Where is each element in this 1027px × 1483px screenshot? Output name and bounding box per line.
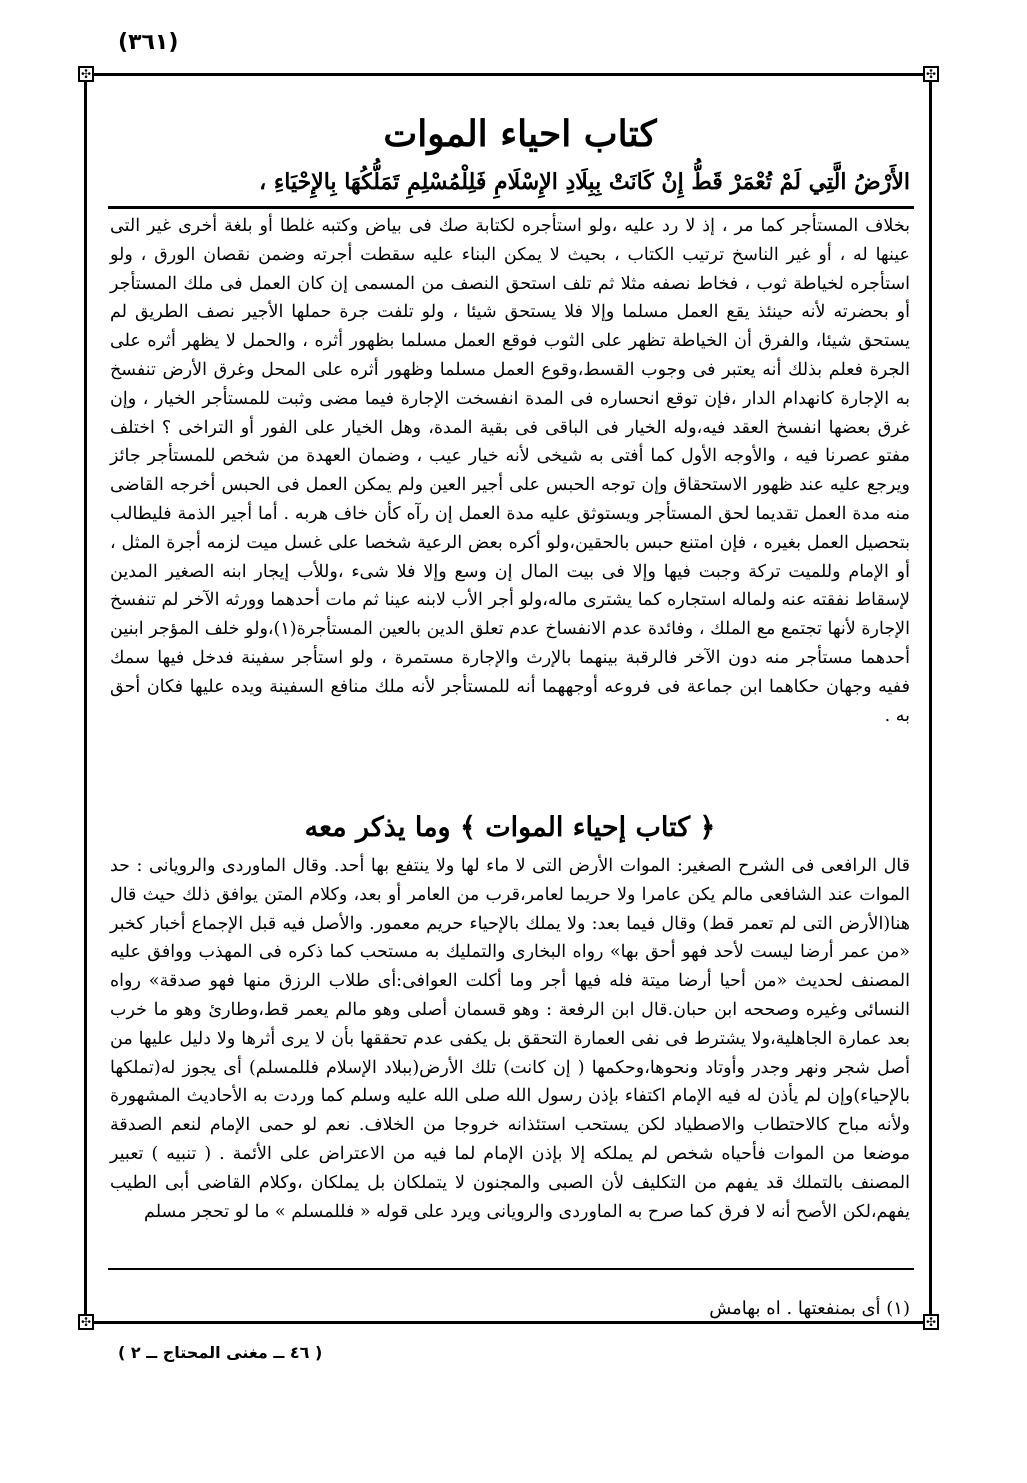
commentary-paragraph-one: بخلاف المستأجر كما مر ، إذ لا رد عليه ،ولو استأجره لكتابة صك فى بياض وكتبه غلطا أو بلغة أخرى غير التى عينها له ، أو غير الناسخ ترتيب الكتاب ، بحيث لا يمكن البناء عليه سقطت أجرته وضمن نقصان الورق ، ولو استأجره لخياطة ثوب ، فخاط نصفه مثلا ثم تلف استحق النصف من المسمى إن كان العمل فى ملك المستأجر أو بحضرته لأنه حينئذ يقع العمل مسلما وإلا فلا يستحق شيئا ، ولو تلفت جرة حملها الأجير نصف الطريق لم يستحق شيئا، والفرق أن الخياطة تظهر على الثوب فوقع العمل مسلما بظهور أثره ، والحمل لا يظهر أثره على الجرة فعلم بذلك أنه يعتبر فى وجوب القسط،وقوع العمل مسلما وظهور أثره على المحل وغرق الأرض تنفسخ به الإجارة كانهدام الدار ،فإن توقع انحساره فى المدة انفسخت الإجارة فيما مضى وثبت للمستأجر الخيار ، وإن غرق بعضها انفسخ العقد فيه،وله الخيار فى الباقى فى بقية المدة، وهل الخيار على الفور أو التراخى ؟ اختلف مفتو عصرنا فيه ، والأوجه الأول كما أفتى به شيخى لأنه خيار عيب ، وضمان العهدة من شخص للمستأجر جائز ويرجع عليه عند ظهور الاستحقاق وإن توجه الحبس على أجير العين ولم يمكن العمل فى الحبس أخرجه القاضى منه مدة العمل تقديما لحق المستأجر ويستوثق عليه مدة العمل إن رآه كأن خاف هربه . أما أجير الذمة فليطالب بتحصيل العمل بغيره ، فإن امتنع حبس بالحقين،ولو أكره بعض الرعية شخصا على غسل ميت لزمه أجرة المثل ، أو الإمام وللميت تركة وجبت فيها وإلا فى بيت المال إن وسع وإلا فلا شىء ،وللأب إيجار ابنه الصغير المدين لإسقاط نفقته عنه ولماله استجاره كما يشترى ماله،ولو أجر الأب لابنه عينا ثم مات أحدهما وورثه الآخر لم تنفسخ الإجارة لأنها تجتمع مع الملك ، وفائدة عدم الانفساخ عدم تعلق الدين بالعين المستأجرة(١)،ولو خلف المؤجر ابنين أحدهما مستأجر منه دون الآخر فالرقبة بينهما بالإرث والإجارة مستمرة ، ولو استأجر سفينة فدخل فيها سمك ففيه وجهان حكاهما ابن جماعة فى فروعه أوجههما أنه للمستأجر لأنه ملك منافع السفينة ويده عليها فكان أحق به . [110, 216, 910, 726]
commentary-paragraph-two: قال الرافعى فى الشرح الصغير: الموات الأرض التى لا ماء لها ولا ينتفع بها أحد. وقال الماوردى والرويانى : حد الموات عند الشافعى مالم يكن عامرا ولا حريما لعامر،قرب من العامر أو بعد، وكلام المتن يوافق ذلك حيث قال هنا(الأرض التى لم تعمر قط) وقال فيما بعد: ولا يملك بالإحياء حريم معمور. والأصل فيه قبل الإجماع أخبار كخبر «من عمر أرضا ليست لأحد فهو أحق بها» رواه البخارى والتمليك به مستحب كما ذكره فى المهذب ووافق عليه المصنف لحديث «من أحيا أرضا ميتة فله فيها أجر وما أكلت العوافى:أى طلاب الرزق منها فهو صدقة» رواه النسائى وغيره وصححه ابن حبان.قال ابن الرفعة : وهو قسمان أصلى وهو مالم يعمر قط،وطارئ وهو ما خرب بعد عمارة الجاهلية،ولا يشترط فى نفى العمارة التحقق بل يكفى عدم تحققها بأن لا يرى أثرها ولا دليل عليها من أصل شجر ونهر وجدر وأوتاد ونحوها،وحكمها ( إن كانت) تلك الأرض(ببلاد الإسلام فللمسلم) أى يجوز له(تملكها بالإحياء)وإن لم يأذن له فيه الإمام اكتفاء بإذن رسول الله صلى الله عليه وسلم كما وردت به الأحاديث المشهورة ولأنه مباح كالاحتطاب والاصطياد لكن يستحب استئذانه خروجا من الخلاف. نعم لو حمى الإمام لنعم الصدقة موضعا من الموات فأحياه شخص لم يملكه إلا بإذن الإمام لما فيه من الاعتراض على الأئمة . ( تنبيه ) تعبير المصنف بالتملك قد يفهم من التكليف لأن الصبى والمجنون لا يتملكان بل يملكان ،وكلام القاضى أبى الطيب يفهم،لكن الأصح أنه لا فرق كما صرح به الماوردى والرويانى ويرد على قوله « فللمسلم » ما لو تحجر مسلم [110, 856, 910, 1222]
matn-text: الأَرْضُ الَّتِي لَمْ تُعْمَرْ قَطُّ إِنْ كَانَتْ بِبِلَادِ الإِسْلَامِ فَلِلْمُسْلِمِ تَمَلُّكُهَا بِالإِحْيَاءِ ، [259, 169, 910, 195]
divider-top [108, 206, 914, 209]
frame-left-line [84, 73, 87, 1323]
frame-corner-ornament-bottom-left [78, 1314, 94, 1330]
frame-corner-ornament-bottom-right [923, 1314, 939, 1330]
chapter-heading: ﴿ كتاب إحياء الموات ﴾ وما يذكر معه [304, 812, 716, 843]
printer-signature: ( ٤٦ ــ مغنى المحتاج ــ ٢ ) [118, 1343, 323, 1362]
frame-corner-ornament-top-right [923, 66, 939, 82]
book-title: كتاب احياء الموات [383, 113, 657, 155]
divider-footnote [108, 1268, 914, 1270]
footnote: (١) أى بمنفعتها . اه بهامش [709, 1298, 910, 1319]
frame-top-line [84, 73, 932, 76]
frame-corner-ornament-top-left [78, 66, 94, 82]
page-number: (٣٦١) [118, 30, 179, 55]
frame-right-line [929, 73, 932, 1323]
